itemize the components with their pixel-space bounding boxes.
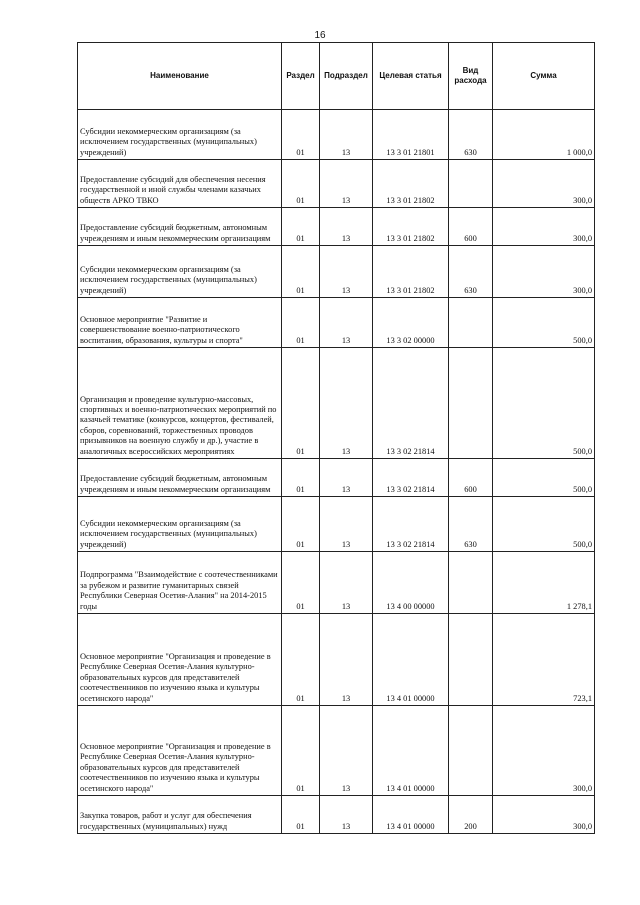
row-subsection: 13 [320,614,373,706]
row-section: 01 [282,160,320,208]
row-sum: 300,0 [493,246,595,298]
row-target: 13 3 02 21814 [373,497,449,552]
table-header-row [78,43,595,110]
row-subsection: 13 [320,552,373,614]
table-row [78,246,595,298]
row-target: 13 4 01 00000 [373,796,449,834]
row-subsection: 13 [320,497,373,552]
table-row [78,459,595,497]
row-name: Субсидии некоммерческим организациям (за исключением государственных (муниципальных) учреждений) [78,497,282,552]
row-subsection: 13 [320,706,373,796]
row-section: 01 [282,796,320,834]
row-name: Предоставление субсидий для обеспечения несения государственной и иной службы членами казачьих обществ АРКО ТВКО [78,160,282,208]
row-sum: 500,0 [493,298,595,348]
row-section: 01 [282,348,320,459]
row-expense-type: 630 [449,246,493,298]
table-row [78,348,595,459]
row-sum: 723,1 [493,614,595,706]
header-target: Целевая статья [373,43,449,110]
row-subsection: 13 [320,459,373,497]
table-row [78,706,595,796]
row-expense-type: 200 [449,796,493,834]
row-expense-type: 600 [449,208,493,246]
row-subsection: 13 [320,160,373,208]
row-expense-type [449,552,493,614]
row-section: 01 [282,706,320,796]
table-row [78,160,595,208]
header-subsection: Подраздел [320,43,373,110]
row-name: Основное мероприятие "Организация и проведение в Республике Северная Осетия-Алания культурно-образовательных курсов для представителей соотечественников по изучению языка и культуры осетинского народа" [78,706,282,796]
row-expense-type [449,298,493,348]
row-section: 01 [282,246,320,298]
row-name: Подпрограмма "Взаимодействие с соотечественниками за рубежом и развитие гуманитарных связей Республики Северная Осетия-Алания" на 2014-2015 годы [78,552,282,614]
row-sum: 300,0 [493,160,595,208]
row-name: Предоставление субсидий бюджетным, автономным учреждениям и иным некоммерческим организациям [78,459,282,497]
row-target: 13 3 01 21802 [373,208,449,246]
row-target: 13 3 02 21814 [373,459,449,497]
row-target: 13 4 00 00000 [373,552,449,614]
row-section: 01 [282,497,320,552]
row-sum: 500,0 [493,497,595,552]
row-sum: 300,0 [493,706,595,796]
row-expense-type [449,706,493,796]
table-row [78,796,595,834]
row-name: Субсидии некоммерческим организациям (за исключением государственных (муниципальных) учреждений) [78,110,282,160]
row-name: Субсидии некоммерческим организациям (за исключением государственных (муниципальных) учреждений) [78,246,282,298]
row-target: 13 3 01 21801 [373,110,449,160]
row-expense-type [449,614,493,706]
row-expense-type [449,348,493,459]
row-subsection: 13 [320,246,373,298]
row-section: 01 [282,298,320,348]
row-section: 01 [282,208,320,246]
row-name: Закупка товаров, работ и услуг для обеспечения государственных (муниципальных) нужд [78,796,282,834]
row-subsection: 13 [320,298,373,348]
row-sum: 1 000,0 [493,110,595,160]
table-row [78,614,595,706]
row-name: Предоставление субсидий бюджетным, автономным учреждениям и иным некоммерческим организациям [78,208,282,246]
header-expense-type: Вид расхода [449,43,493,110]
row-target: 13 3 02 00000 [373,298,449,348]
row-expense-type: 630 [449,110,493,160]
row-section: 01 [282,614,320,706]
row-expense-type: 630 [449,497,493,552]
row-target: 13 3 01 21802 [373,160,449,208]
row-sum: 500,0 [493,459,595,497]
row-subsection: 13 [320,348,373,459]
budget-table [77,42,595,834]
row-subsection: 13 [320,208,373,246]
header-sum: Сумма [493,43,595,110]
row-target: 13 3 01 21802 [373,246,449,298]
row-name: Организация и проведение культурно-массовых, спортивных и военно-патриотических мероприятий по казачьей тематике (конкурсов, концертов, фестивалей, сборов, соревнований, торжественных проводов призывников на военную службу и др.), участие в аналогичных всероссийских мероприятиях [78,348,282,459]
row-sum: 1 278,1 [493,552,595,614]
row-section: 01 [282,459,320,497]
row-expense-type: 600 [449,459,493,497]
table-row [78,110,595,160]
row-sum: 300,0 [493,796,595,834]
row-expense-type [449,160,493,208]
row-sum: 500,0 [493,348,595,459]
page-number: 16 [314,30,326,41]
header-section: Раздел [282,43,320,110]
row-name: Основное мероприятие "Организация и проведение в Республике Северная Осетия-Алания культурно-образовательных курсов для представителей соотечественников по изучению языка и культуры осетинского народа" [78,614,282,706]
table-row [78,552,595,614]
row-section: 01 [282,110,320,160]
row-section: 01 [282,552,320,614]
row-sum: 300,0 [493,208,595,246]
row-subsection: 13 [320,796,373,834]
row-target: 13 4 01 00000 [373,614,449,706]
row-target: 13 4 01 00000 [373,706,449,796]
row-target: 13 3 02 21814 [373,348,449,459]
row-name: Основное мероприятие "Развитие и совершенствование военно-патриотического воспитания, образования, культуры и спорта" [78,298,282,348]
row-subsection: 13 [320,110,373,160]
table-row [78,208,595,246]
header-name: Наименование [78,43,282,110]
table-row [78,298,595,348]
table-row [78,497,595,552]
